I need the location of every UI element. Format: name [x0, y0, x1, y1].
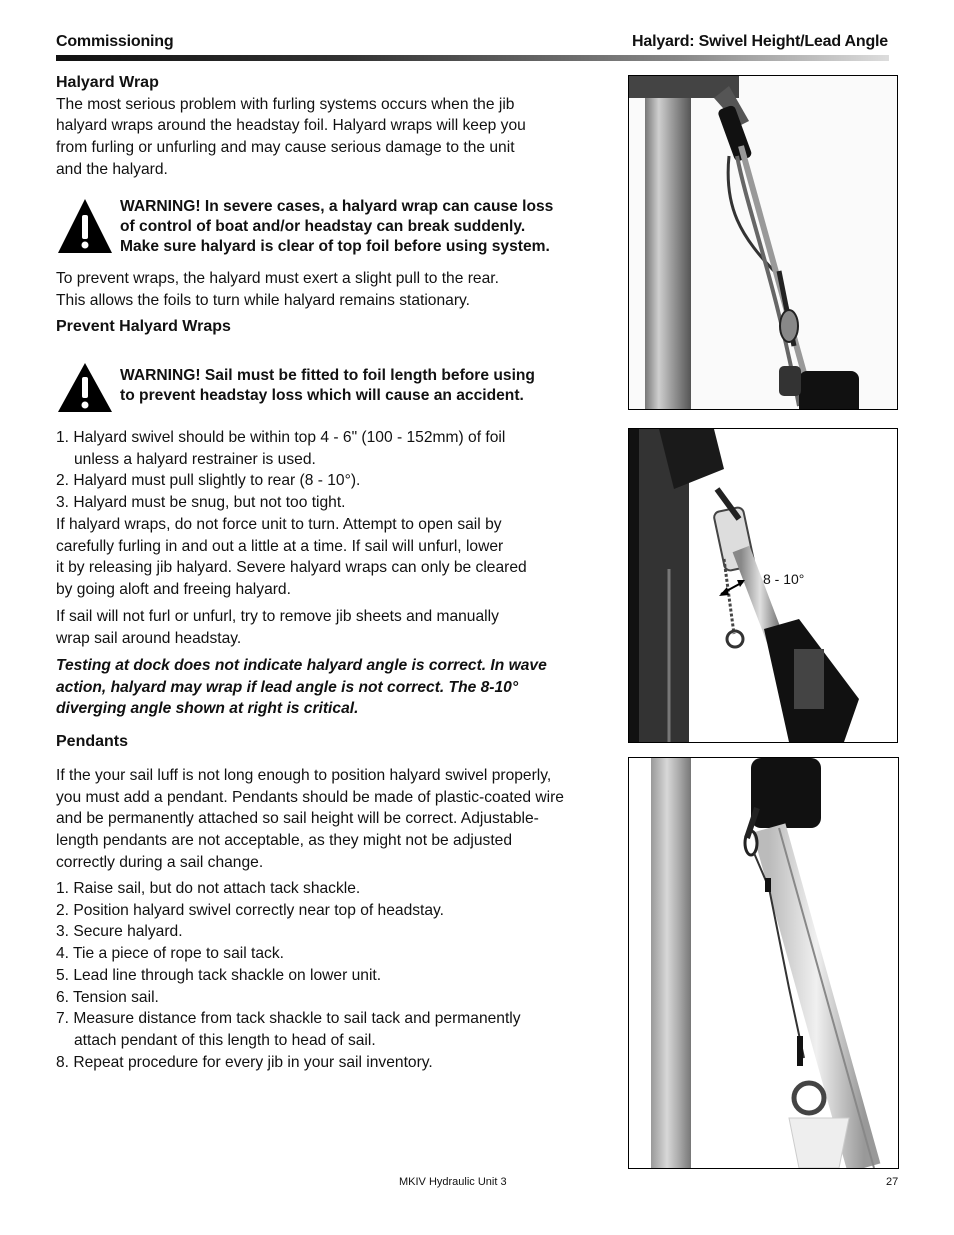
- critical-line: action, halyard may wrap if lead angle is not correct. The 8-10°: [56, 678, 519, 696]
- halyard-wrap-line: The most serious problem with furling systems occurs when the jib: [56, 95, 515, 113]
- pendants-line: and be permanently attached so sail height will be correct. Adjustable-: [56, 810, 539, 828]
- list-item: 2. Halyard must pull slightly to rear (8 - 10°).: [56, 472, 361, 490]
- header-rule: [56, 55, 889, 61]
- lead-angle-label: 8 - 10°: [763, 571, 805, 587]
- pendants-paragraph: [56, 765, 586, 874]
- wrap-help-line: by going aloft and freeing halyard.: [56, 580, 291, 598]
- warning-line: WARNING! In severe cases, a halyard wrap can cause loss: [120, 198, 554, 215]
- prevent-explanation: [56, 268, 578, 311]
- list-item: 5. Lead line through tack shackle on lower unit.: [56, 966, 382, 984]
- prevent-heading: Prevent Halyard Wraps: [56, 318, 231, 335]
- footer-manual-name: MKIV Hydraulic Unit 3: [399, 1176, 507, 1188]
- critical-line: diverging angle shown at right is critical.: [56, 700, 359, 718]
- list-item: 1. Raise sail, but do not attach tack shackle.: [56, 880, 361, 897]
- photo-pendant: [628, 757, 899, 1169]
- wrap-help-line: carefully furling in and out a little at a time. If sail will unfurl, lower: [56, 537, 504, 555]
- warning-line: to prevent headstay loss which will cause an accident.: [120, 387, 524, 404]
- halyard-wrap-heading: Halyard Wrap: [56, 74, 159, 91]
- warning-line: of control of boat and/or headstay can break suddenly.: [120, 218, 526, 235]
- warning-box-sail-fitting: [56, 362, 578, 414]
- warning-line: WARNING! Sail must be fitted to foil length before using: [120, 367, 535, 384]
- pendants-heading: Pendants: [56, 733, 129, 750]
- warning-line: Make sure halyard is clear of top foil before using system.: [120, 238, 550, 255]
- header-section-title: Commissioning: [56, 33, 174, 50]
- critical-note: [56, 655, 578, 720]
- prevent-steps: [56, 427, 578, 601]
- halyard-wrap-line: and the halyard.: [56, 160, 168, 178]
- list-item: 1. Halyard swivel should be within top 4 - 6" (100 - 152mm) of foil unless a halyard restrainer is used.: [56, 429, 506, 468]
- list-item: 8. Repeat procedure for every jib in your sail inventory.: [56, 1053, 433, 1071]
- jib-sheets-line: If sail will not furl or unfurl, try to remove jib sheets and manually: [56, 608, 499, 625]
- wrap-help-line: it by releasing jib halyard. Severe halyard wraps can only be cleared: [56, 559, 527, 577]
- jib-sheets-paragraph: [56, 606, 578, 649]
- wrap-help-line: If halyard wraps, do not force unit to turn. Attempt to open sail by: [56, 515, 502, 533]
- warning-triangle-icon: [56, 197, 114, 255]
- critical-line: Testing at dock does not indicate halyard angle is correct. In wave: [56, 657, 547, 674]
- halyard-wrap-line: from furling or unfurling and may cause serious damage to the unit: [56, 139, 515, 157]
- prevent-line: To prevent wraps, the halyard must exert a slight pull to the rear.: [56, 270, 499, 287]
- warning-triangle-icon: [56, 362, 114, 414]
- list-item: 6. Tension sail.: [56, 988, 159, 1006]
- jib-sheets-line: wrap sail around headstay.: [56, 629, 242, 647]
- halyard-wrap-section: [56, 72, 578, 181]
- prevent-line: This allows the foils to turn while halyard remains stationary.: [56, 291, 470, 309]
- list-item: 3. Secure halyard.: [56, 923, 183, 941]
- header-page-title: Halyard: Swivel Height/Lead Angle: [632, 33, 888, 50]
- list-item: 4. Tie a piece of rope to sail tack.: [56, 945, 284, 963]
- warning-box-halyard-wrap: [56, 197, 578, 257]
- pendants-line: correctly during a sail change.: [56, 853, 264, 871]
- halyard-wrap-line: halyard wraps around the headstay foil. Halyard wraps will keep you: [56, 117, 526, 135]
- list-item: 3. Halyard must be snug, but not too tight.: [56, 494, 346, 512]
- pendant-steps: [56, 878, 578, 1073]
- footer-page-number: 27: [886, 1176, 899, 1188]
- list-item: 7. Measure distance from tack shackle to sail tack and permanently attach pendant of this length to head of sail.: [56, 1010, 521, 1049]
- pendants-line: you must add a pendant. Pendants should be made of plastic-coated wire: [56, 788, 564, 806]
- list-item: 2. Position halyard swivel correctly near top of headstay.: [56, 901, 445, 919]
- pendants-line: length pendants are not acceptable, as they might not be adjusted: [56, 832, 513, 850]
- photo-halyard-swivel-top: [628, 75, 898, 410]
- pendants-line: If the your sail luff is not long enough to position halyard swivel properly,: [56, 767, 552, 784]
